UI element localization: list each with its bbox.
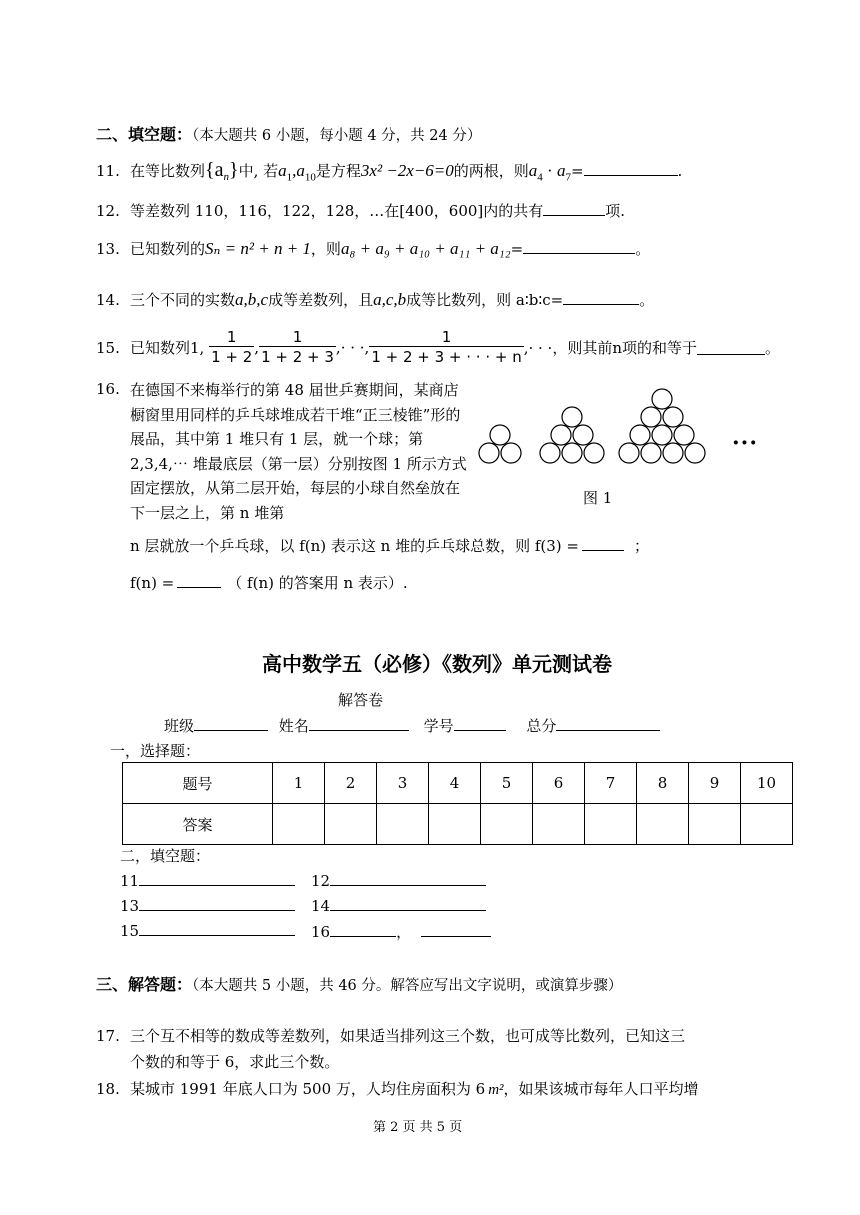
ball — [685, 443, 705, 463]
q11-mid: 中, 若 — [238, 162, 279, 180]
q14-abc: a,b,c — [235, 290, 269, 309]
ball — [652, 425, 672, 445]
answer-cell[interactable] — [637, 804, 689, 845]
question-number-cell: 5 — [481, 763, 533, 804]
q16-line2: n 层就放一个乒乓球，以 f(n) 表示这 n 堆的乒乓球总数，则 f(3) = ； — [130, 537, 649, 555]
choice-section-label: 一，选择题： — [110, 742, 201, 760]
question-12: 12. 等差数列 110，116，122，128，…在[400，600]内的共有 项. — [96, 202, 626, 220]
section2-note: （本大题共 6 小题，每小题 4 分，共 24 分） — [192, 128, 482, 144]
q16-fn-blank[interactable] — [177, 573, 221, 588]
question-14: 14. 三个不同的实数a,b,c成等差数列，且a,c,b成等比数列，则 a∶b∶c= 。 — [96, 290, 655, 309]
q16-f3-blank[interactable] — [582, 536, 624, 551]
fill-line-11: 11 — [120, 871, 295, 890]
figure-1-pyramid-balls — [475, 385, 760, 475]
q16-line3: f(n) = （ f(n) 的答案用 n 表示）. — [130, 574, 408, 592]
q11-answer-blank[interactable] — [584, 161, 678, 176]
q11-number: 11. — [96, 162, 120, 180]
q16-paragraph: 在德国不来梅举行的第 48 届世乒赛期间，某商店橱窗里用同样的乒乓球堆成若干堆“正三棱锥”形的展品，其中第 1 堆只有 1 层，就一个球；第 2,3,4,⋯ 堆最底层（第一层）分别按图 1 所示方式固定摆放，从第二层开始，每层的小球自然垒放在下一层之上，第 n 堆第 — [130, 381, 467, 522]
q15-fraction-2: $\frac{1}{1 + 2 + 3}$ — [261, 328, 334, 366]
answer-cell[interactable] — [689, 804, 741, 845]
q13-pre: 已知数列的 — [130, 240, 206, 258]
q11-post: 的两根，则 — [453, 162, 529, 180]
ball — [562, 407, 582, 427]
q14-answer-blank[interactable] — [563, 290, 639, 305]
question-number-cell: 7 — [585, 763, 637, 804]
section2-heading: 二、填空题： — [96, 125, 193, 144]
q16-number: 16. — [96, 380, 120, 398]
q11-equation: 3x² −2x−6=0 — [360, 161, 454, 180]
fill-line-16: 16 ， — [311, 921, 491, 942]
question-number-cell: 1 — [273, 763, 325, 804]
fill-line-12: 12 — [311, 871, 486, 890]
question-number-cell: 10 — [741, 763, 793, 804]
question-15: 15. 已知数列1, $\frac{1}{1 + 2}$ , $\frac{1}{1 + 2 + 3}$ ,· · ·, $\frac{1}{1 + 2 + 3 + \cdot \cdot \cdot + n}$ ,· · ·，则其前n项的和等于 。 — [96, 328, 781, 366]
q11-seq: {a — [205, 159, 224, 181]
fill-line-13: 13 — [120, 896, 295, 915]
answer-sheet-subtitle: 解答卷 — [338, 691, 384, 709]
ball — [479, 443, 499, 463]
section3-heading: 三、解答题： — [96, 975, 193, 994]
q15-fraction-3: $\frac{1}{1 + 2 + 3 + \cdot \cdot \cdot + n}$ — [371, 328, 522, 366]
answer-cell[interactable] — [325, 804, 377, 845]
question-13: 13. 已知数列的Sₙ = n² + n + 1，则a₈ + a₉ + a₁₀ + a₁₁ + a₁₂= 。 — [96, 239, 651, 258]
ball — [584, 443, 604, 463]
ball — [551, 425, 571, 445]
total-score-field[interactable] — [556, 716, 660, 731]
ball — [562, 443, 582, 463]
q13-sum: a₈ + a₉ + a₁₀ + a₁₁ + a₁₂ — [340, 239, 511, 258]
q11-pre: 在等比数列 — [130, 162, 206, 180]
answer-cell[interactable] — [429, 804, 481, 845]
q11-root-a1: $a_1,a_{10}$ — [278, 161, 316, 184]
q15-answer-blank[interactable] — [697, 340, 765, 355]
fill-section-label: 二，填空题： — [120, 847, 211, 865]
student-id-field[interactable] — [454, 716, 506, 731]
ball — [663, 407, 683, 427]
ball — [641, 407, 661, 427]
ball — [501, 443, 521, 463]
q13-number: 13. — [96, 240, 120, 258]
question-18: 18. 某城市 1991 年底人口为 500 万，人均住房面积为 6 m²，如果该城市每年人口平均增 — [96, 1080, 699, 1098]
answer-cell[interactable] — [585, 804, 637, 845]
answer-cell[interactable] — [741, 804, 793, 845]
answer-cell[interactable] — [377, 804, 429, 845]
ball — [540, 443, 560, 463]
question-11: 11. 在等比数列$\{a_n\}$中, 若$a_1,a_{10}$是方程3x² −2x−6=0的两根，则$a_4 \cdot a_7=$ . — [96, 159, 683, 184]
question-number-cell: 8 — [637, 763, 689, 804]
section3-note: （本大题共 5 小题，共 46 分。解答应写出文字说明，或演算步骤） — [192, 978, 623, 994]
student-info-row: 班级 姓名 学号 总分 — [164, 715, 660, 736]
question-number-cell: 2 — [325, 763, 377, 804]
answer-cell[interactable] — [273, 804, 325, 845]
q13-answer-blank[interactable] — [523, 239, 635, 254]
figure-caption: 图 1 — [583, 489, 613, 507]
answer-table — [122, 762, 793, 845]
class-field[interactable] — [194, 716, 268, 731]
name-field[interactable] — [309, 716, 409, 731]
page-footer: 第 2 页 共 5 页 — [373, 1120, 463, 1135]
question-17-line2: 个数的和等于 6，求此三个数。 — [130, 1053, 340, 1071]
answer-14-field[interactable] — [330, 896, 486, 911]
question-number-cell: 6 — [533, 763, 585, 804]
question-number-cell: 3 — [377, 763, 429, 804]
row-label-answer: 答案 — [123, 804, 273, 845]
ball — [573, 425, 593, 445]
answer-15-field[interactable] — [139, 921, 295, 936]
question-17: 17. 三个互不相等的数成等差数列，如果适当排列这三个数，也可成等比数列，已知这三 — [96, 1027, 686, 1045]
ball — [674, 425, 694, 445]
answer-cell[interactable] — [533, 804, 585, 845]
ball — [490, 425, 510, 445]
section2-header — [96, 122, 481, 145]
q14-number: 14. — [96, 291, 120, 309]
ball — [619, 443, 639, 463]
q15-number: 15. — [96, 338, 120, 357]
q12-text: 等差数列 110，116，122，128，…在[400，600]内的共有 — [130, 202, 544, 220]
answer-12-field[interactable] — [330, 871, 486, 886]
q11-is: 是方程 — [315, 162, 361, 180]
fill-line-14: 14 — [311, 896, 486, 915]
answer-16a-field[interactable] — [330, 922, 396, 937]
answer-cell[interactable] — [481, 804, 533, 845]
q12-number: 12. — [96, 202, 120, 220]
ball — [663, 443, 683, 463]
ball — [630, 425, 650, 445]
table-row — [123, 763, 793, 804]
q12-answer-blank[interactable] — [543, 201, 605, 216]
answer-13-field[interactable] — [139, 896, 295, 911]
row-label-question-number: 题号 — [123, 763, 273, 804]
table-row — [123, 804, 793, 845]
q11-product: $a_4 \cdot a_7$ — [528, 161, 571, 184]
fill-line-15: 15 — [120, 921, 295, 940]
answer-16b-field[interactable] — [421, 922, 491, 937]
ball — [652, 389, 672, 409]
section3-header — [96, 972, 622, 995]
ball — [641, 443, 661, 463]
question-number-cell: 4 — [429, 763, 481, 804]
figure-ellipsis: ··· — [732, 430, 758, 456]
q14-acb: a,c,b — [373, 290, 407, 309]
question-number-cell: 9 — [689, 763, 741, 804]
answer-11-field[interactable] — [139, 871, 295, 886]
q15-fraction-1: $\frac{1}{1 + 2}$ — [211, 328, 253, 366]
answer-sheet-title: 高中数学五（必修）《数列》单元测试卷 — [262, 652, 612, 676]
q13-formula: Sₙ = n² + n + 1 — [205, 239, 311, 258]
